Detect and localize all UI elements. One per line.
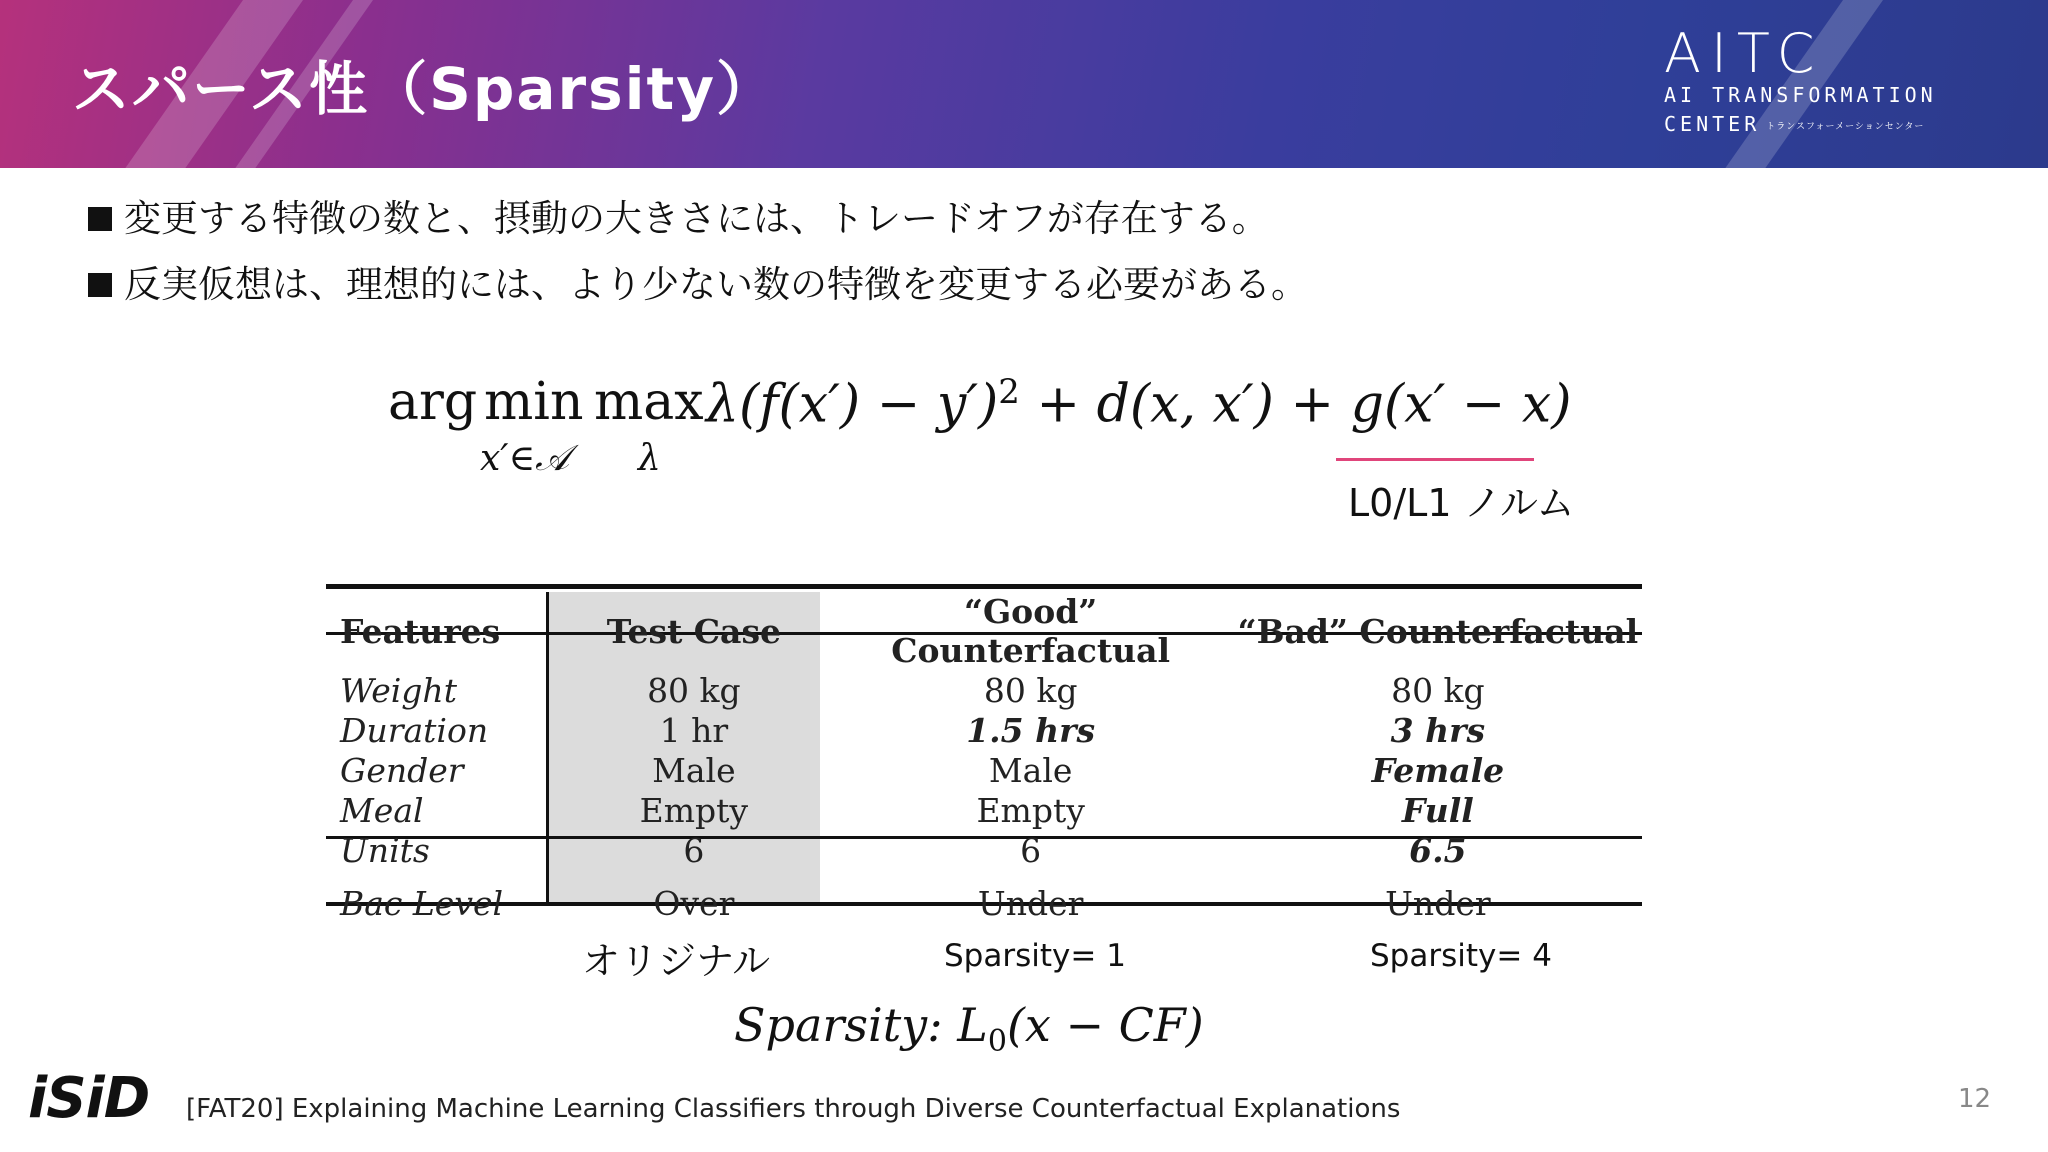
original-label: オリジナル <box>582 939 771 983</box>
bad-cf-value: 6.5 <box>1409 830 1467 870</box>
table-row <box>326 670 1642 710</box>
table-outcome-row <box>326 870 1642 936</box>
test-case-value: 1 hr <box>659 710 729 750</box>
page-number: 12 <box>1958 1084 1992 1114</box>
test-case-value: Male <box>652 750 736 790</box>
feature-name: Gender <box>340 750 464 790</box>
aitc-logo-center: CENTER <box>1664 112 1761 136</box>
formula-power: 2 <box>998 372 1020 412</box>
norm-label: L0/L1 ノルム <box>1348 481 1575 525</box>
bullet-square-icon <box>88 273 112 297</box>
good-cf-value: Male <box>988 750 1073 790</box>
table-row <box>326 830 1642 870</box>
bullet-text: 反実仮想は、理想的には、より少ない数の特徴を変更する必要がある。 <box>124 263 1308 306</box>
feature-name: Meal <box>340 790 424 830</box>
bullet-list <box>88 186 1308 318</box>
header-bad-cf: “Bad” Counterfactual <box>1237 611 1639 651</box>
formula-max-subscript: λ <box>638 438 661 479</box>
header-features: Features <box>340 611 501 651</box>
bullet-item <box>88 252 1308 318</box>
outcome-name: Bac Level <box>340 883 504 923</box>
table-rule-top <box>326 584 1642 589</box>
feature-name: Duration <box>340 710 489 750</box>
good-cf-value: 1.5 hrs <box>966 710 1096 750</box>
formula-expression-main: λ(f(x′) − y′) <box>706 374 999 435</box>
sparsity-bad-label: Sparsity= 4 <box>1370 938 1552 974</box>
formula-max: max <box>594 372 704 432</box>
test-case-value: 80 kg <box>647 670 741 710</box>
formula-expression-rest: + d(x, x′) + g(x′ − x) <box>1019 374 1572 435</box>
sparsity-formula <box>734 998 1204 1059</box>
aitc-logo-line2 <box>1664 112 1924 136</box>
good-cf-value: Empty <box>976 790 1085 830</box>
features-table <box>326 592 1642 936</box>
table-row <box>326 790 1642 830</box>
formula-min-subscript: x′∈𝒜 <box>480 438 570 479</box>
table-header-row <box>326 592 1642 670</box>
aitc-logo: AITC <box>1664 22 1825 85</box>
test-case-value: 6 <box>683 830 705 870</box>
bullet-square-icon <box>88 207 112 231</box>
formula-arg: arg <box>388 372 478 432</box>
bullet-item <box>88 186 1308 252</box>
isid-logo: iSiD <box>28 1066 150 1131</box>
header-banner <box>0 0 2048 168</box>
feature-name: Units <box>340 830 430 870</box>
formula-expression <box>706 372 1572 434</box>
aitc-logo-kana: トランスフォーメーションセンター <box>1766 122 1925 132</box>
feature-name: Weight <box>340 670 457 710</box>
test-case-value: Empty <box>639 790 749 830</box>
good-cf-outcome: Under <box>977 883 1084 923</box>
bullet-text: 変更する特徴の数と、摂動の大きさには、トレードオフが存在する。 <box>124 197 1269 240</box>
bad-cf-value: 3 hrs <box>1390 710 1486 750</box>
good-cf-value: 80 kg <box>983 670 1078 710</box>
norm-underline <box>1336 458 1534 461</box>
bad-cf-value: Female <box>1371 750 1505 790</box>
table-row <box>326 750 1642 790</box>
bad-cf-value: Full <box>1401 790 1474 830</box>
header-good-cf: “Good” Counterfactual <box>891 592 1170 670</box>
bad-cf-value: 80 kg <box>1391 670 1485 710</box>
test-case-outcome: Over <box>653 883 735 923</box>
table-row <box>326 710 1642 750</box>
formula-min: min <box>484 372 584 432</box>
sparsity-formula-sub: 0 <box>987 1024 1007 1060</box>
comparison-table <box>326 584 1642 923</box>
citation-text: [FAT20] Explaining Machine Learning Classifiers through Diverse Counterfactual Explanations <box>186 1094 1401 1124</box>
header-test-case: Test Case <box>606 611 782 651</box>
sparsity-formula-arg: (x − CF) <box>1006 998 1204 1052</box>
sparsity-good-label: Sparsity= 1 <box>944 938 1126 974</box>
page-title: スパース性（Sparsity） <box>72 55 777 123</box>
aitc-logo-line1: AI TRANSFORMATION <box>1664 83 1937 107</box>
good-cf-value: 6 <box>1020 830 1042 870</box>
sparsity-formula-lhs: Sparsity: L <box>734 998 988 1052</box>
bad-cf-outcome: Under <box>1385 883 1491 923</box>
